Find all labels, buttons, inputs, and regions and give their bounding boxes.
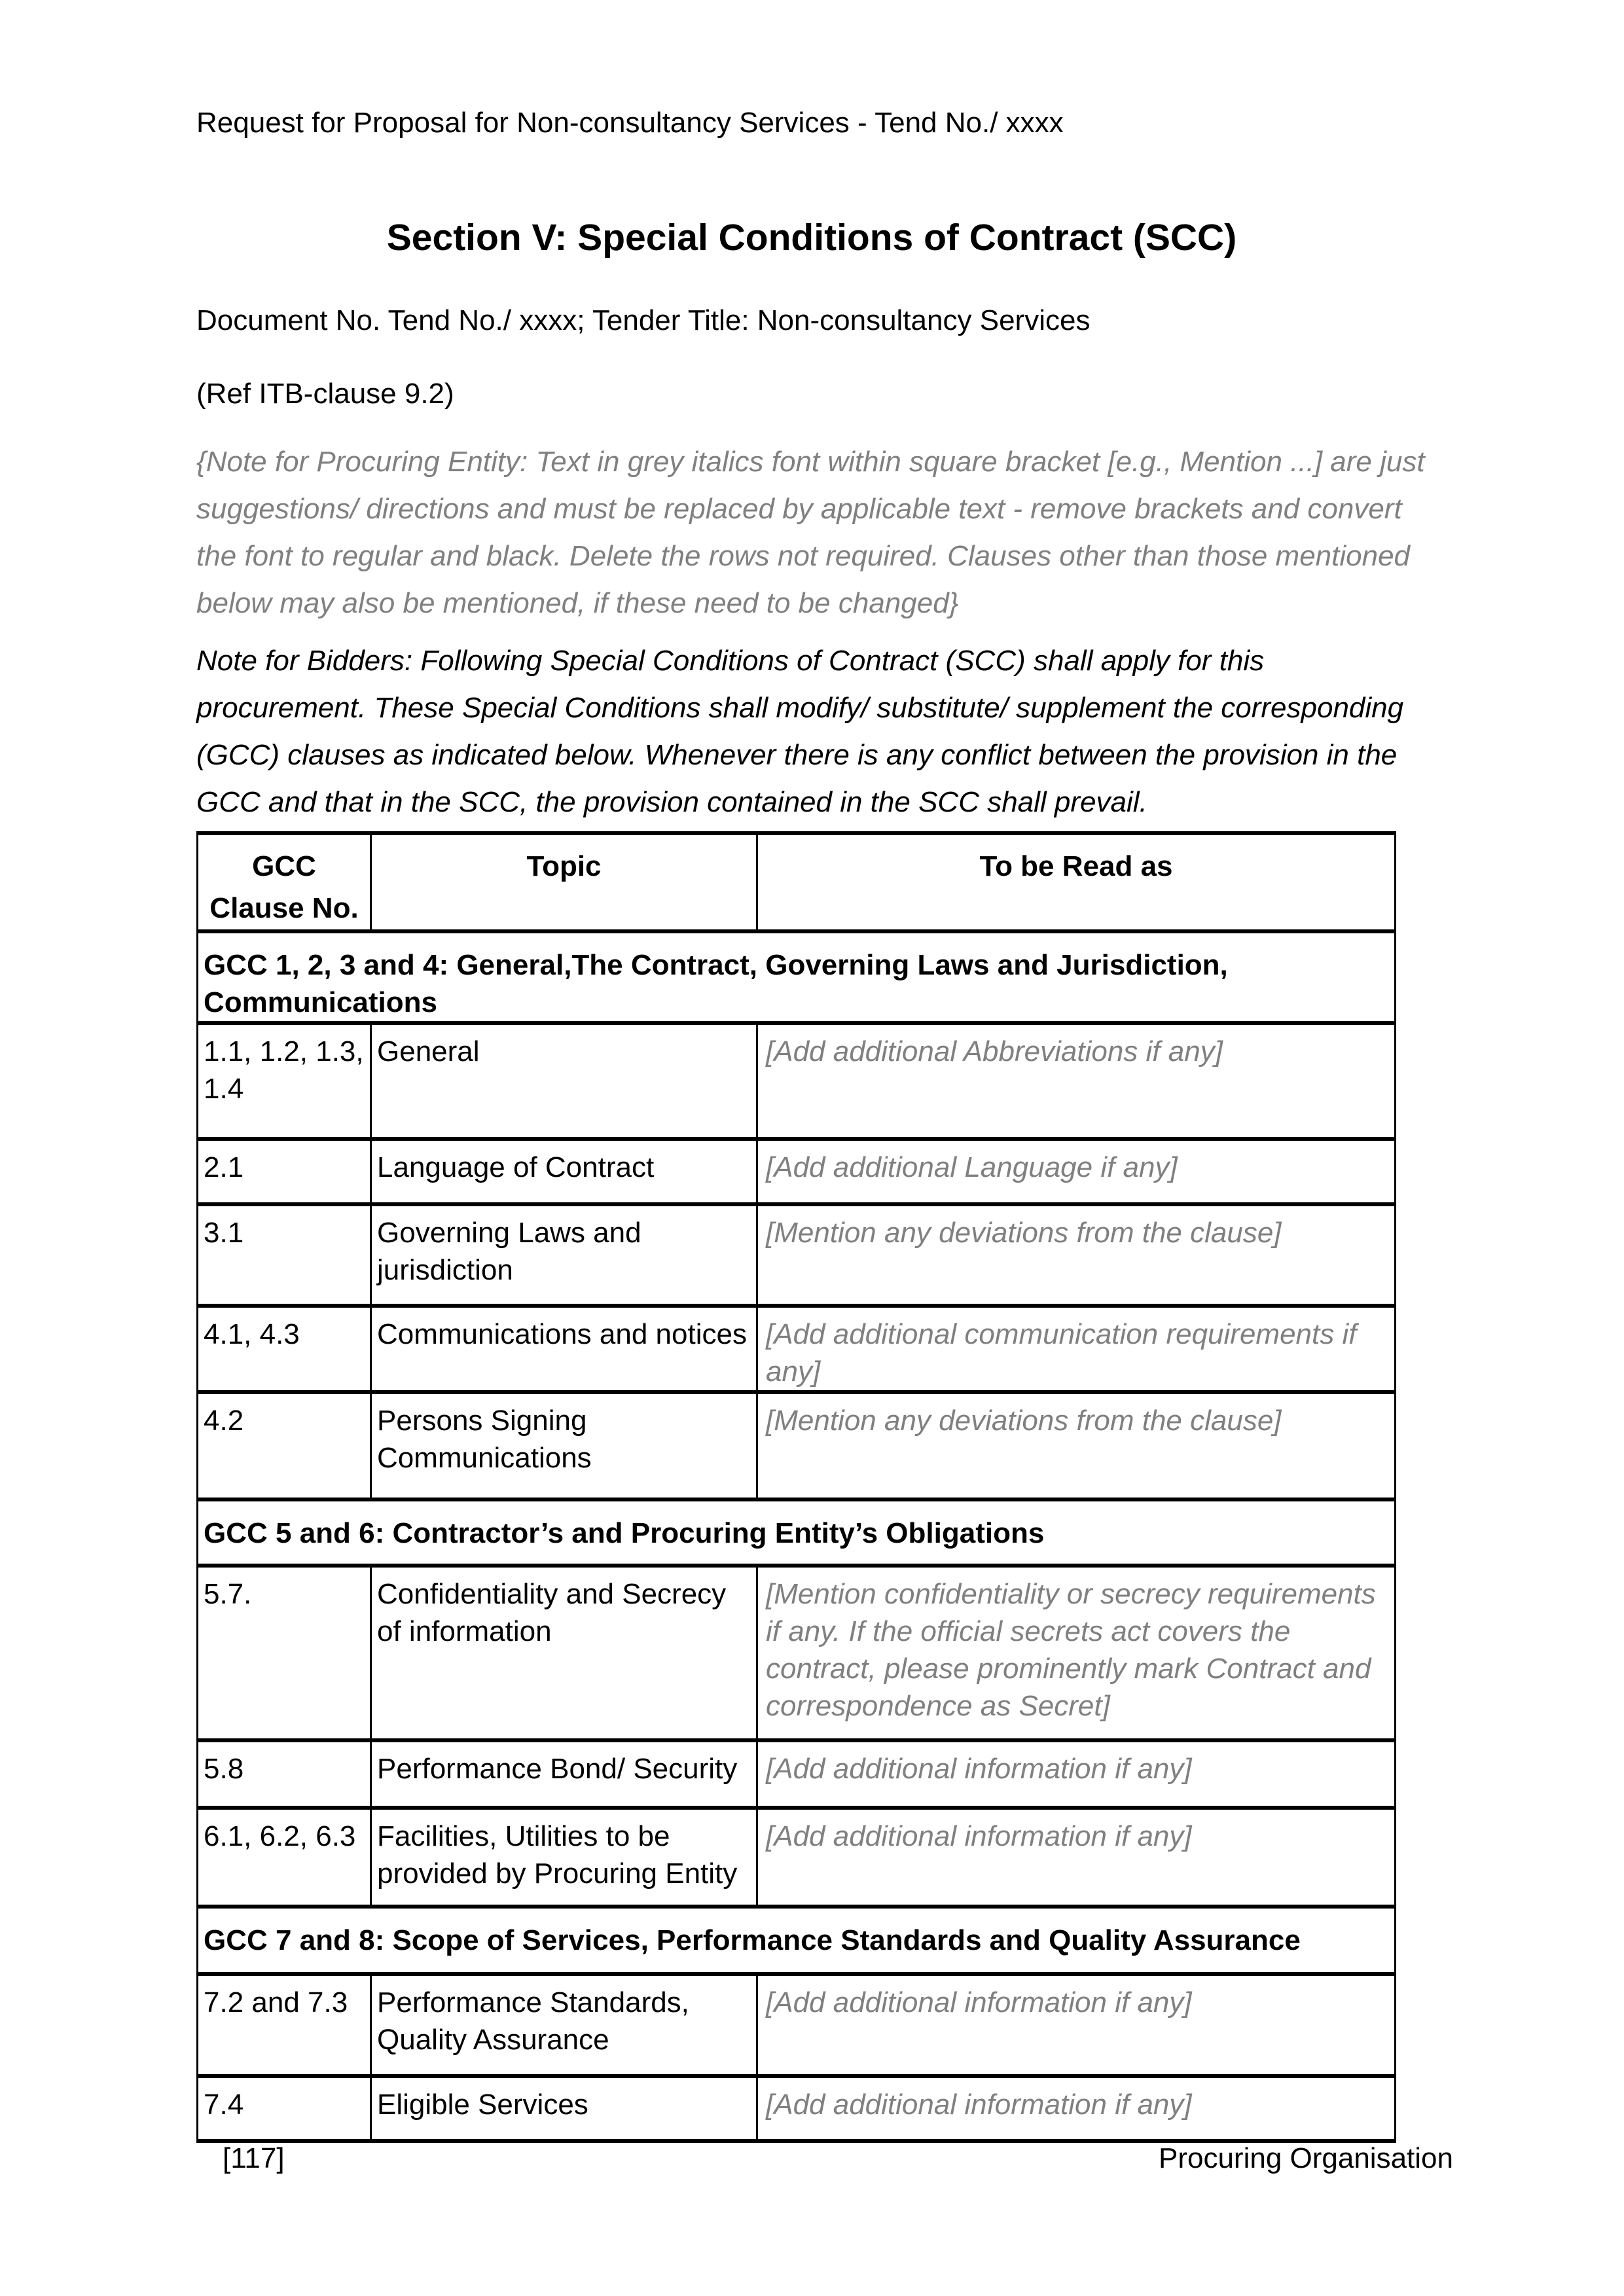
- table-row: [198, 1306, 1396, 1392]
- table-row: [198, 1566, 1396, 1740]
- clause-cell: 1.1, 1.2, 1.3, 1.4: [198, 1023, 371, 1139]
- clause-cell: 2.1: [198, 1139, 371, 1204]
- table-row: [198, 1740, 1396, 1808]
- section-row: [198, 1907, 1396, 1974]
- page-title: Section V: Special Conditions of Contract (SCC): [386, 217, 1237, 259]
- read-as-cell: [Add additional Abbreviations if any]: [757, 1023, 1396, 1139]
- read-as-cell: [Add additional information if any]: [757, 2076, 1396, 2141]
- clause-cell: 3.1: [198, 1204, 371, 1306]
- read-as-cell: [Add additional Language if any]: [757, 1139, 1396, 1204]
- section-title-cell: GCC 7 and 8: Scope of Services, Performance Standards and Quality Assurance: [198, 1907, 1396, 1974]
- section-title-cell: GCC 1, 2, 3 and 4: General,The Contract, Governing Laws and Jurisdiction, Communications: [198, 931, 1396, 1023]
- scc-table: [196, 831, 1396, 2143]
- document-number-line: Document No. Tend No./ xxxx; Tender Title: Non-consultancy Services: [196, 304, 1091, 336]
- read-as-cell: [Add additional information if any]: [757, 1808, 1396, 1907]
- read-as-cell: [Add additional communication requirements if any]: [757, 1306, 1396, 1392]
- read-as-cell: [Mention confidentiality or secrecy requirements if any. If the official secrets act covers the contract, please prominently mark Contract and correspondence as Secret]: [757, 1566, 1396, 1740]
- section-title-cell: GCC 5 and 6: Contractor’s and Procuring Entity’s Obligations: [198, 1499, 1396, 1566]
- table-header-row: [198, 833, 1396, 931]
- topic-cell: Language of Contract: [371, 1139, 757, 1204]
- topic-cell: Persons Signing Communications: [371, 1392, 757, 1499]
- table-row: [198, 1023, 1396, 1139]
- clause-cell: 7.2 and 7.3: [198, 1974, 371, 2076]
- clause-cell: 5.7.: [198, 1566, 371, 1740]
- table-row: [198, 1974, 1396, 2076]
- read-as-cell: [Add additional information if any]: [757, 1740, 1396, 1808]
- page-content: [196, 0, 1427, 2143]
- topic-cell: Performance Bond/ Security: [371, 1740, 757, 1808]
- clause-cell: 4.1, 4.3: [198, 1306, 371, 1392]
- read-as-cell: [Mention any deviations from the clause]: [757, 1392, 1396, 1499]
- clause-cell: 4.2: [198, 1392, 371, 1499]
- note-for-procuring-entity: {Note for Procuring Entity: Text in grey italics font within square bracket [e.g., Mention ...] are just suggestions/ directions and must be replaced by applicable text - remove brackets and convert the font to regular and black. Delete the rows not required. Clauses other than those mentioned below may also be mentioned, if these need to be changed}: [196, 446, 1425, 619]
- read-as-cell: [Mention any deviations from the clause]: [757, 1204, 1396, 1306]
- table-row: [198, 1139, 1396, 1204]
- read-as-cell: [Add additional information if any]: [757, 1974, 1396, 2076]
- page-footer: [223, 2135, 1453, 2182]
- running-header: Request for Proposal for Non-consultancy Services - Tend No./ xxxx: [196, 107, 1064, 139]
- topic-cell: Governing Laws and jurisdiction: [371, 1204, 757, 1306]
- note-for-bidders: Note for Bidders: Following Special Conditions of Contract (SCC) shall apply for this procurement. These Special Conditions shall modify/ substitute/ supplement the corresponding (GCC) clauses as indicated below. Whenever there is any conflict between the provision in the GCC and that in the SCC, the provision contained in the SCC shall prevail.: [196, 645, 1404, 818]
- section-row: [198, 1499, 1396, 1566]
- clause-cell: 7.4: [198, 2076, 371, 2141]
- topic-cell: Confidentiality and Secrecy of information: [371, 1566, 757, 1740]
- header-gcc-clause-no: GCC Clause No.: [198, 833, 371, 931]
- clause-cell: 6.1, 6.2, 6.3: [198, 1808, 371, 1907]
- table-row: [198, 1392, 1396, 1499]
- topic-cell: General: [371, 1023, 757, 1139]
- topic-cell: Facilities, Utilities to be provided by Procuring Entity: [371, 1808, 757, 1907]
- table-row: [198, 1808, 1396, 1907]
- topic-cell: Communications and notices: [371, 1306, 757, 1392]
- itb-reference-line: (Ref ITB-clause 9.2): [196, 378, 454, 410]
- footer-org-label: Procuring Organisation: [1158, 2142, 1453, 2174]
- table-row: [198, 1204, 1396, 1306]
- topic-cell: Performance Standards, Quality Assurance: [371, 1974, 757, 2076]
- clause-cell: 5.8: [198, 1740, 371, 1808]
- page-number: [117]: [223, 2142, 285, 2174]
- table-row: [198, 2076, 1396, 2141]
- scc-table-body: [198, 931, 1396, 2141]
- header-to-be-read-as: To be Read as: [757, 833, 1396, 931]
- header-topic: Topic: [371, 833, 757, 931]
- topic-cell: Eligible Services: [371, 2076, 757, 2141]
- section-row: [198, 931, 1396, 1023]
